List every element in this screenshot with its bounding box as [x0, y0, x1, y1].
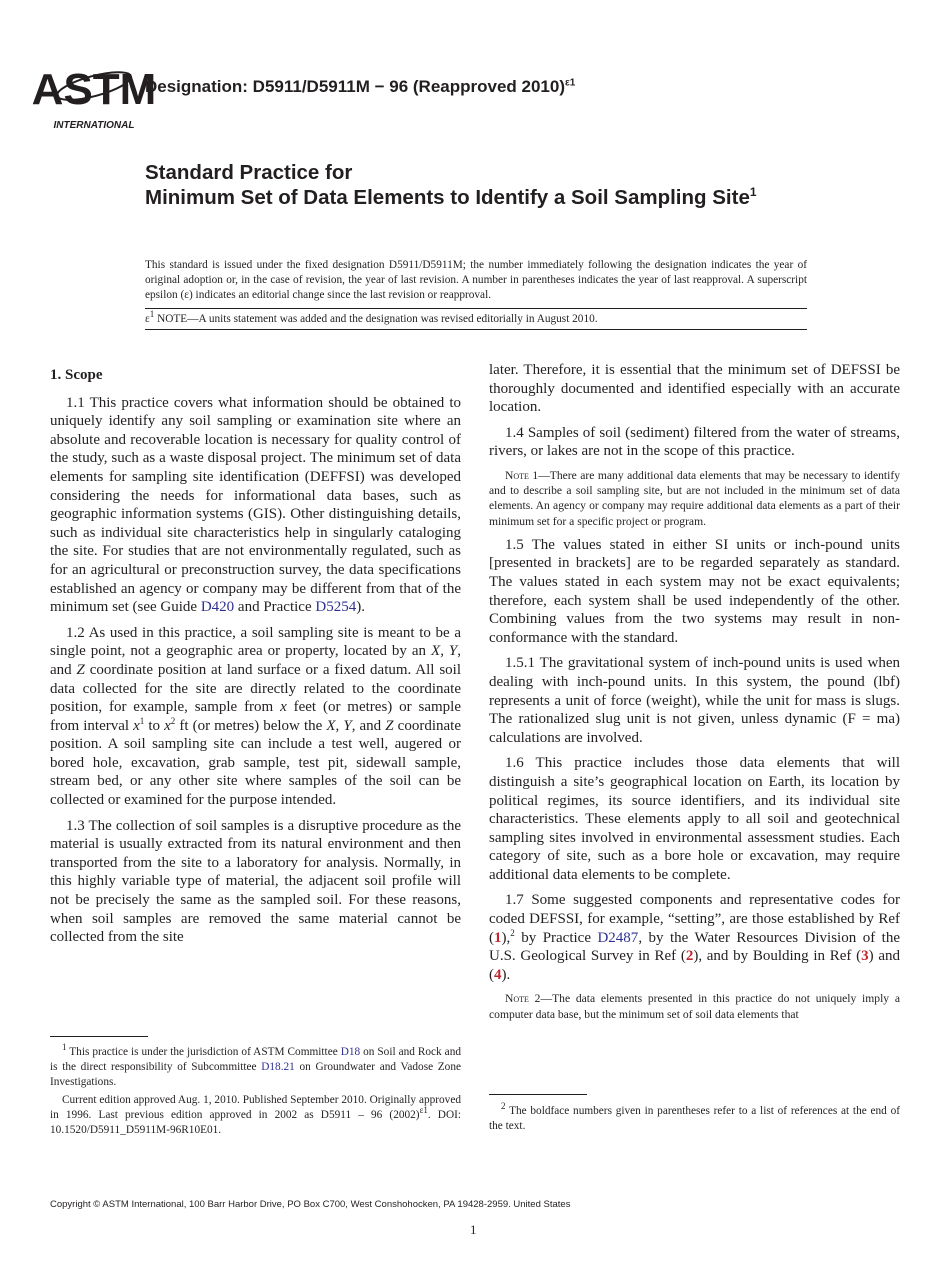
paragraph-1-3-cont: later. Therefore, it is essential that the minimum set of DEFSSI be thoroughly documented and identified especially with an accurate location. [489, 362, 900, 416]
paragraph-1-5: 1.5 The values stated in either SI units or inch-pound units [presented in brackets] are to be regarded separately as standard. The values stated in each system may not be exact equivalents; therefore, each system shall be used independently of the other. Combining values from the two systems may result in non-conformance with the standard. [489, 536, 900, 646]
page-number: 1 [470, 1222, 477, 1237]
epsilon-note: $\varepsilon^1$ NOTE—A units statement was added and the designation was revised editorially in August 2010. [145, 309, 598, 325]
paragraph-1-3: 1.3 The collection of soil samples is a disruptive procedure as the material is usually extracted from its natural environment and then transported from the site to a laboratory for analysis. Normally, in this highly variable type of material, the adjacent soil profile will not be precisely the same as the sampled soil. For these reasons, when soil samples are removed the same material cannot be collected from the site [50, 817, 461, 946]
paragraph-1-1: 1.1 This practice covers what information should be obtained to uniquely identify any soil sampling or examination site where an absolute and recoverable location is necessary for quality control of the study, such as a waste disposal project. The minimum set of data elements for sampling site identification (DEFFSI) was developed considering the needs for informational data bases, such as geographic information systems (GIS). Other distinguishing details, such as individual site characteristics help in singularly cataloging the site. For studies that are not environmentally regulated, such as for an agricultural or preconstruction survey, the data specifications established an agency or company may be different from that of the minimum set (see Guide D420 and Practice D5254). [50, 394, 461, 616]
footnote-1: $^1$ This practice is under the jurisdiction of ASTM Committee D18 on Soil and Rock and is the direct responsibility of Subcommittee D18.21 on Groundwater and Vadose Zone Investigations. Current edition approved Aug. 1, 2010. Published September 2010. Originally approved in 1996. Last previous edition approved in 2002 as D5911 – 96 $(2002)^{\varepsilon 1}$. DOI: 10.1520/D5911_D5911M-96R10E01. [50, 1042, 462, 1136]
paragraph-1-6: 1.6 This practice includes those data elements that will distinguish a site’s geographical location on Earth, its location by political regimes, its source identifiers, and its individual site characteristics. These elements apply to all soil and geotechnical sampling sites involved in environmental assessment studies. Each category of site, such as a bore hole or excavation, may require additional data elements to be complete. [489, 755, 900, 883]
right-column [489, 361, 900, 1029]
link-d420[interactable]: D420 [200, 599, 235, 616]
footnote-2: $^2$ The boldface numbers given in parentheses refer to a list of references at the end of the text. [489, 1101, 900, 1132]
paragraph-1-5-1: 1.5.1 The gravitational system of inch-pound units is used when dealing with inch-pound units. In this system, the pound (lbf) represents a unit of force (weight), while the unit for mass is slugs. The rationalized slug unit is not given, unless dynamic (F = ma) calculations are involved. [489, 655, 900, 746]
note-2: Note 2—The data elements presented in this practice do not uniquely imply a computer data base, but the minimum set of soil data elements that [489, 992, 900, 1021]
note-1: Note 1—There are many additional data elements that may be necessary to identify and to describe a soil sampling site, but are not included in the minimum set of data elements. An agency or company may require additional data elements as a part of their minimum set for a specific project or program. [489, 468, 901, 528]
astm-logo [31, 56, 157, 132]
link-d18[interactable]: D18 [340, 1046, 361, 1058]
link-d18-21[interactable]: D18.21 [261, 1061, 295, 1073]
footnote-divider [50, 1036, 148, 1037]
paragraph-1-4: 1.4 Samples of soil (sediment) filtered from the water of streams, rivers, or lakes are not in the scope of this practice. [489, 424, 900, 460]
paragraph-1-7: 1.7 Some suggested components and representative codes for coded DEFSSI, for example, “setting”, are those established by Ref (1),$^2$ by Practice D2487, by the Water Resources Division of the U.S. Geological Survey in Ref (2), and by Boulding in Ref (3) and (4). [489, 892, 900, 983]
ref-3[interactable]: 3 [861, 948, 869, 965]
intro-statement: This standard is issued under the fixed designation D5911/D5911M; the number immediately following the designation indicates the year of original adoption or, in the case of revision, the year of last revision. A number in parentheses indicates the year of last reapproval. A superscript epsilon (ε) indicates an editorial change since the last revision or reapproval. [145, 259, 807, 301]
paragraph-1-2: 1.2 As used in this practice, a soil sampling site is meant to be a single point, not a geographic area or property, located by an X, Y, and Z coordinate position at land surface or a fixed datum. All soil data collected for the site are directly related to the coordinate position, for example, sample from x feet (or metres) or sample from interval $x^1$ to $x^2$ ft (or metres) below the X, Y, and Z coordinate position. A soil sampling site can include a test well, augered or bored hole, excavation, grab sample, test pit, sidewall sample, stream bed, or any other site where samples of the soil can be collected or examined for the purpose intended. [50, 624, 461, 809]
link-d2487[interactable]: D2487 [597, 929, 639, 946]
copyright: Copyright © ASTM International, 100 Barr Harbor Drive, PO Box C700, West Conshohocken, PA 19428-2959. United States [50, 1199, 571, 1210]
ref-4[interactable]: 4 [494, 966, 502, 983]
link-d5254[interactable]: D5254 [315, 599, 357, 616]
page-title: Standard Practice for Minimum Set of Data Elements to Identify a Soil Sampling Site$^1$ [145, 161, 757, 209]
footnote-divider [489, 1094, 587, 1095]
section-heading: 1. Scope [50, 367, 103, 383]
left-column [50, 366, 461, 954]
ref-2[interactable]: 2 [685, 948, 694, 965]
svg-text:ASTM: ASTM [31, 65, 157, 114]
svg-text:INTERNATIONAL: INTERNATIONAL [53, 120, 135, 131]
ref-1[interactable]: 1 [494, 929, 502, 946]
divider [145, 308, 807, 309]
divider [145, 329, 807, 330]
designation: Designation: D5911/D5911M − 96 (Reapproved 2010)$^{\varepsilon 1}$ [145, 77, 576, 96]
